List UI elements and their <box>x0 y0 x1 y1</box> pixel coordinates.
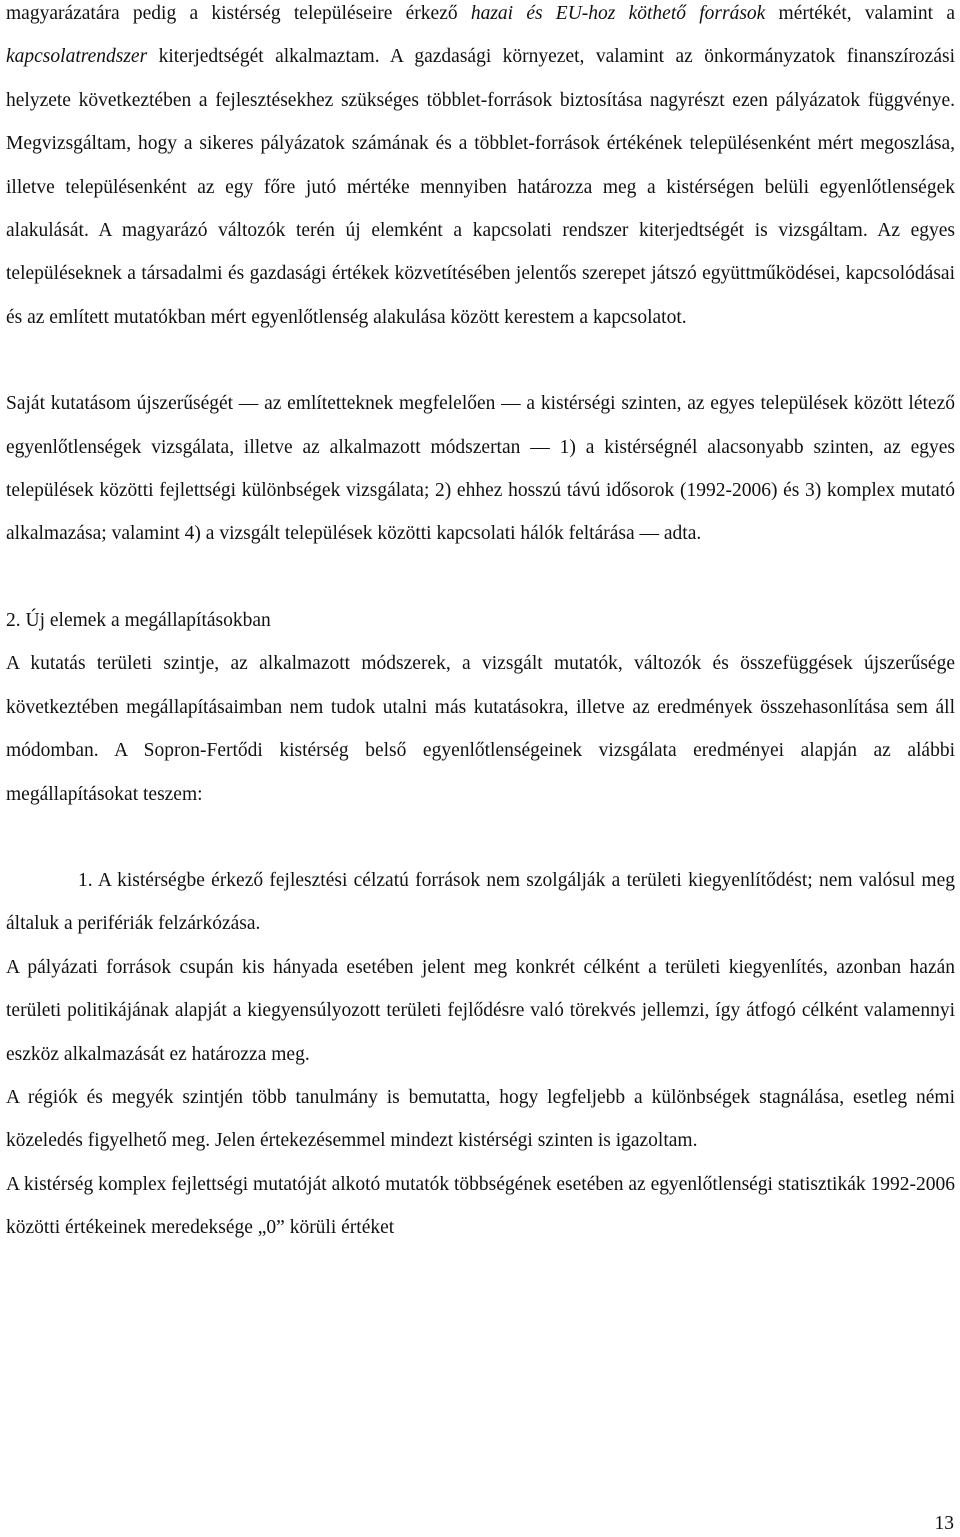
paragraph-explanatory-sources <box>6 0 955 339</box>
emphasis-text: kapcsolatrendszer <box>6 46 148 68</box>
section-heading: 2. Új elemek a megállapításokban <box>6 609 271 631</box>
paragraph-tender-sources: A pályázati források csupán kis hányada esetében jelent meg konkrét célként a területi kiegyenlítés, azonban hazán területi politikájának alapját a kiegyensúlyozott területi fejlődésre való törekvés jellemzi, így átfogó célként valamennyi eszköz alkalmazását ez határozza meg. <box>6 956 955 1065</box>
paragraph-text: mértékét, valamint a <box>765 3 955 24</box>
paragraph-text: kiterjedtségét alkalmaztam. A gazdasági környezet, valamint az önkormányzatok finanszírozási helyzete következtében a fejlesztésekhez szükséges többlet-források biztosítása nagyrészt ezen pályázatok függvénye. Megvizsgáltam, hogy a sikeres pályázatok számának és a többlet-források értékének településenként mért megoszlása, illetve településenként az egy főre jutó mértéke mennyiben határozza meg a kistérségen belüli egyenlőtlenségek alakulását. A magyarázó változók terén új elemként a kapcsolati rendszer kiterjedtségét is vizsgáltam. Az egyes településeknek a társadalmi és gazdasági értékek közvetítésében jelentős szerepet játszó együttműködései, kapcsolódásai és az említett mutatókban mért egyenlőtlenség alakulása között kerestem a kapcsolatot. <box>6 46 955 328</box>
paragraph-findings-intro: A kutatás területi szintje, az alkalmazott módszerek, a vizsgált mutatók, változók és összefüggések újszerűsége következtében megállapításaimban nem tudok utalni más kutatásokra, illetve az eredmények összehasonlítása sem áll módomban. A Sopron-Fertődi kistérség belső egyenlőtlenségeinek vizsgálata eredményei alapján az alábbi megállapításokat teszem: <box>6 653 955 805</box>
paragraph-regions-counties: A régiók és megyék szintjén több tanulmány is bemutatta, hogy legfeljebb a különbségek stagnálása, esetleg némi közeledés figyelhető meg. Jelen értekezésemmel mindezt kistérségi szinten is igazoltam. <box>6 1086 955 1152</box>
paragraph-spacer <box>6 556 955 599</box>
paragraph-complex-indicator: A kistérség komplex fejlettségi mutatóját alkotó mutatók többségének esetében az egyenlőtlenségi statisztikák 1992-2006 közötti értékeinek meredeksége „0” körüli értéket <box>6 1173 955 1239</box>
page-number: 13 <box>934 1513 954 1534</box>
paragraph-spacer <box>6 339 955 382</box>
paragraph-novelty: Saját kutatásom újszerűségét — az említetteknek megfelelően — a kistérségi szinten, az egyes települések között létező egyenlőtlenségek vizsgálata, illetve az alkalmazott módszertan — 1) a kistérségnél alacsonyabb szinten, az egyes települések közötti fejlettségi különbségek vizsgálata; 2) ehhez hosszú távú idősorok (1992-2006) és 3) komplex mutató alkalmazása; valamint 4) a vizsgált települések közötti kapcsolati hálók feltárása — adta. <box>6 393 955 545</box>
paragraph-text: magyarázatára pedig a kistérség településeire érkező <box>6 3 471 24</box>
emphasis-text: hazai és EU-hoz köthető források <box>470 3 766 24</box>
paragraph-spacer <box>6 816 955 859</box>
numbered-finding-1: 1. A kistérségbe érkező fejlesztési célzatú források nem szolgálják a területi kiegyenlítődést; nem valósul meg általuk a perifériák felzárkózása. <box>6 869 955 935</box>
document-body <box>6 0 955 1250</box>
